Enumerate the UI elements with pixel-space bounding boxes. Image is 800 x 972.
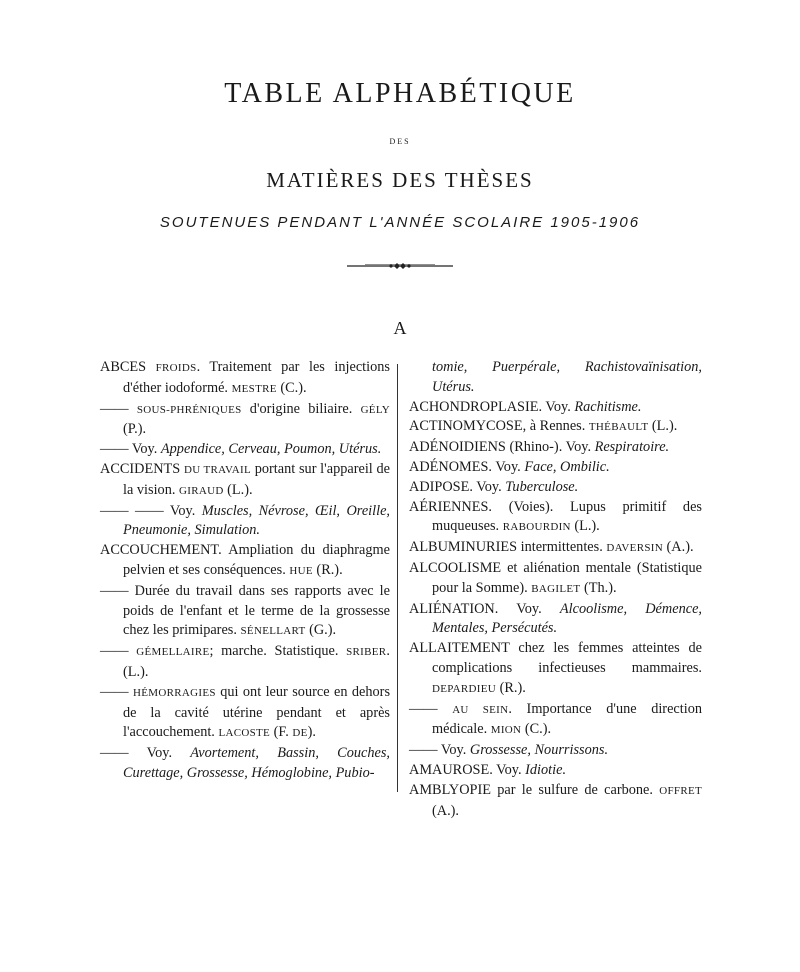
entry-text: ACHONDROPLASIE. Voy.: [409, 398, 575, 415]
entry-text: ADÉNOIDIENS (Rhino-). Voy.: [409, 439, 595, 456]
entry-text: ALLAITEMENT chez les femmes atteintes de complications infectieuses mammaires.: [409, 640, 702, 676]
entry-text: —— Voy.: [100, 745, 191, 762]
index-entry: [409, 600, 702, 640]
entry-text: . Importance d'une direction médicale.: [432, 700, 703, 738]
index-entry: [409, 639, 702, 699]
entry-text: ADIPOSE. Voy.: [409, 478, 506, 495]
author-name: THÉBAULT: [588, 421, 649, 434]
author-name: MION: [490, 724, 522, 737]
entry-text: ALBUMINURIES intermittentes.: [409, 539, 607, 556]
author-name: OFFRET: [659, 784, 702, 797]
title-connector: DES: [389, 137, 411, 146]
entry-text: ABCES: [100, 359, 156, 375]
entry-text: portant sur l'appareil de la vision.: [123, 460, 390, 498]
author-name: SRIBER: [346, 646, 387, 659]
author-name: MESTRE: [231, 382, 277, 395]
index-entry: [409, 358, 702, 398]
author-name: FROIDS: [155, 362, 197, 374]
entry-text: (L.).: [648, 418, 678, 435]
index-entry: [409, 741, 702, 761]
author-name: SOUS-PHRÉNIQUES: [136, 403, 242, 416]
entry-text: AMBLYOPIE par le sulfure de carbone.: [409, 781, 660, 798]
entry-text: (L.).: [223, 481, 253, 498]
cross-reference: Muscles, Névrose, Œil, Oreille, Pneumonie, Simulation.: [123, 502, 391, 539]
entry-text: . (L.).: [123, 643, 390, 680]
entry-text: qui ont leur source en dehors de la cavité utérine pendant et après l'accouchement.: [123, 683, 391, 741]
entry-text: ALCOOLISME et aliénation mentale (Statistique pour la Somme).: [409, 559, 702, 596]
index-entry: [409, 478, 702, 498]
entry-text: —— Voy.: [409, 742, 470, 759]
author-name: GÉMELLAIRE: [136, 646, 210, 659]
entry-text: —— Voy.: [100, 441, 161, 458]
entry-text: (C.).: [521, 721, 552, 738]
page-subtitle: MATIÈRES DES THÈSES: [266, 168, 534, 192]
entry-text: (A.).: [662, 539, 694, 556]
author-name: GÉLY: [360, 403, 390, 416]
index-entry: [100, 683, 390, 744]
cross-reference: Appendice, Cerveau, Poumon, Utérus.: [160, 441, 382, 458]
section-letter: A: [393, 318, 407, 338]
cross-reference: Respiratoire.: [594, 439, 670, 456]
page-title: TABLE ALPHABÉTIQUE: [224, 78, 576, 109]
entry-text: (P.).: [123, 421, 147, 438]
entry-text: ALIÉNATION. Voy.: [409, 600, 560, 617]
cross-reference: Idiotie.: [525, 761, 567, 778]
entry-text: (R.).: [312, 561, 343, 578]
cross-reference: Face, Ombilic.: [524, 458, 610, 475]
author-name: HÉMORRAGIES: [133, 686, 216, 699]
index-entry: [100, 582, 390, 642]
author-name: DEPARDIEU: [432, 682, 497, 695]
cross-reference: Alcoolisme, Démence, Mentales, Persécutés.: [432, 600, 702, 637]
entry-text: (Th.).: [580, 579, 617, 596]
entry-text: (G.).: [305, 622, 337, 639]
index-entry: [100, 400, 390, 441]
cross-reference: Avortement, Bassin, Couches, Curettage, Grossesse, Hémoglobine, Pubio-: [123, 745, 390, 781]
entry-text: ——: [100, 400, 137, 417]
entry-text: (A.).: [432, 802, 459, 819]
index-entry: [100, 502, 390, 542]
entry-text: —— —— Voy.: [100, 502, 202, 519]
entry-text: (F.: [270, 724, 293, 741]
index-entry: [409, 417, 702, 438]
left-column: [100, 358, 390, 784]
entry-text: AMAUROSE. Voy.: [409, 761, 526, 778]
cross-reference: tomie, Puerpérale, Rachistovaïnisation, Utérus.: [432, 359, 702, 395]
index-entry: [409, 559, 702, 600]
author-name: LACOSTE: [218, 727, 271, 740]
entry-text: ADÉNOMES. Voy.: [409, 458, 525, 475]
author-name: DU TRAVAIL: [183, 463, 252, 476]
author-name: RABOURDIN: [502, 521, 571, 534]
author-name: GIRAUD: [179, 484, 224, 497]
index-entry: [409, 438, 702, 458]
author-name: BAGILET: [531, 582, 581, 595]
entry-text: ACTINOMYCOSE, à Rennes.: [409, 418, 589, 435]
index-entry: [409, 538, 702, 559]
entry-text: (R.).: [496, 679, 526, 696]
entry-text: ).: [307, 724, 316, 741]
index-entry: [100, 642, 390, 683]
index-entry: [409, 781, 702, 822]
index-entry: [409, 700, 702, 742]
cross-reference: Grossesse, Nourrissons.: [469, 742, 609, 759]
author-name: DE: [292, 727, 308, 740]
entry-text: AÉRIENNES. (Voies). Lupus primitif des muqueuses.: [409, 498, 702, 535]
index-entry: [100, 744, 390, 784]
index-entry: [100, 460, 390, 502]
entry-text: (C.).: [276, 379, 307, 396]
author-name: DAVERSIN: [606, 542, 663, 555]
right-column: [409, 358, 702, 821]
index-entry: [409, 498, 702, 539]
entry-text: ; marche. Statistique.: [209, 643, 347, 660]
author-name: AU SEIN: [452, 703, 509, 716]
entry-text: d'origine biliaire.: [241, 400, 361, 417]
cross-reference: Tuberculose.: [505, 478, 579, 495]
column-divider: [397, 364, 398, 792]
index-entry: [409, 458, 702, 478]
entry-text: ——: [100, 683, 134, 700]
ornament-divider-icon: [345, 258, 455, 274]
index-entry: [100, 440, 390, 460]
author-name: SÉNELLART: [240, 625, 306, 638]
entry-text: ACCOUCHEMENT. Ampliation du diaphragme pelvien et ses conséquences.: [100, 542, 390, 578]
index-entry: [409, 398, 702, 418]
index-entry: [409, 761, 702, 781]
index-entry: [100, 358, 390, 400]
entry-text: ——: [100, 643, 137, 660]
author-name: HUE: [289, 564, 313, 577]
index-entry: [100, 541, 390, 582]
cross-reference: Rachitisme.: [574, 398, 642, 415]
entry-text: —— Durée du travail dans ses rapports avec le poids de l'enfant et le terme de la grossesse chez les primipares.: [100, 582, 390, 639]
entry-text: (L.).: [570, 518, 600, 535]
entry-text: . Traitement par les injections d'éther iodoformé.: [123, 359, 390, 396]
entry-text: ACCIDENTS: [100, 460, 184, 477]
page-subtitle-year: SOUTENUES PENDANT L'ANNÉE SCOLAIRE 1905-1906: [159, 214, 641, 231]
entry-text: ——: [409, 700, 453, 717]
